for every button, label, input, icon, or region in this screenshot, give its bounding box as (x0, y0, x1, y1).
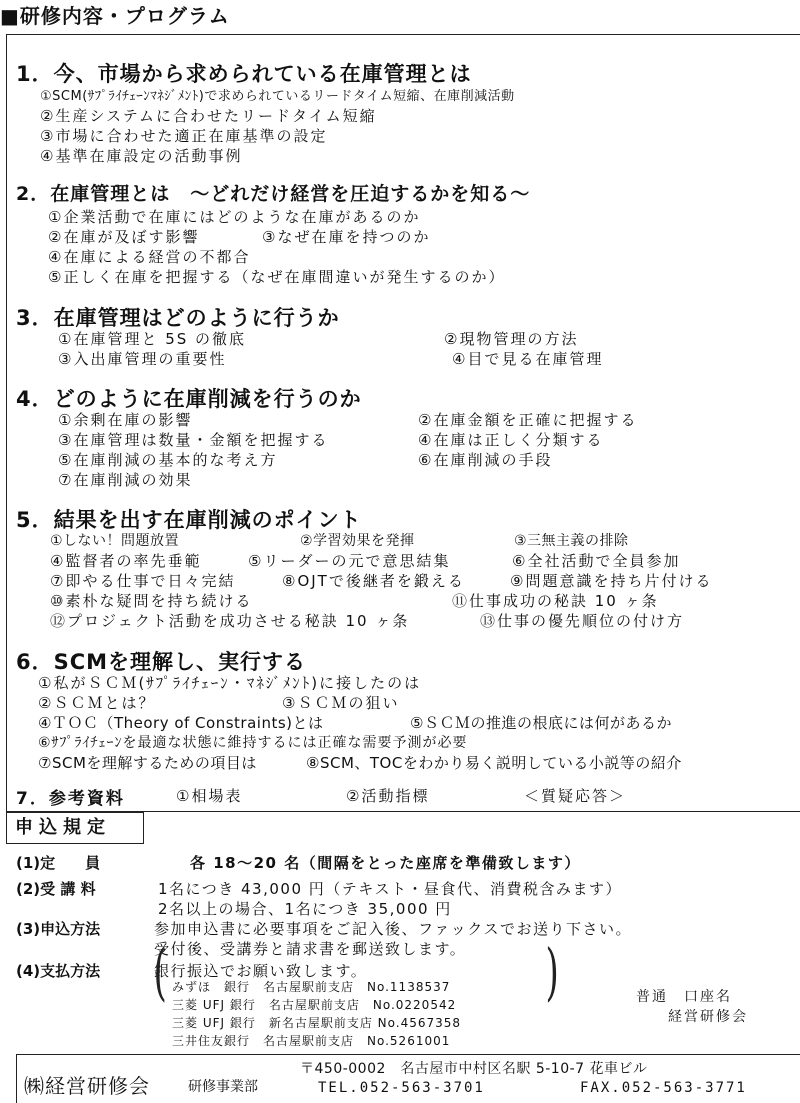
section-3-item-1: ①在庫管理と 5S の徹底 (58, 330, 247, 348)
bank-line-4: 三井住友銀行 名古屋駅前支店 No.5261001 (172, 1034, 451, 1048)
section-6-item-1: ①私がＳＣＭ(ｻﾌﾟﾗｲﾁｪｰﾝ・ﾏﾈｼﾞﾒﾝﾄ)に接したのは (38, 674, 422, 692)
terms-value-payment: 銀行振込でお願い致します。 (154, 962, 368, 980)
section-4-item-5: ⑤在庫削減の基本的な考え方 (58, 451, 278, 469)
section-5-item-12: ⑫プロジェクト活動を成功させる秘訣 10 ヶ条 (50, 612, 410, 630)
section-3-item-3: ③入出庫管理の重要性 (58, 350, 227, 368)
section-6-item-3: ③ＳＣＭの狙い (282, 694, 400, 712)
footer-fax: FAX.052-563-3771 (580, 1080, 747, 1096)
account-type: 普通 口座名 (636, 989, 732, 1005)
terms-label-fee: (2)受 講 料 (16, 880, 96, 898)
section-4-title: 4．どのように在庫削減を行うのか (16, 387, 362, 411)
section-7-title: 7．参考資料 (16, 789, 125, 809)
section-6-item-7: ⑦SCMを理解するための項目は (38, 754, 257, 772)
section-1-item-3: ③市場に合わせた適正在庫基準の設定 (40, 127, 328, 145)
terms-value-method-1: 参加申込書に必要事項をご記入後、ファックスでお送り下さい。 (154, 920, 633, 938)
section-5-item-10: ⑩素朴な疑問を持ち続ける (50, 592, 253, 610)
section-7-item-3: ＜質疑応答＞ (524, 787, 627, 805)
section-5-item-3: ③三無主義の排除 (514, 533, 629, 549)
section-1-title: 1．今、市場から求められている在庫管理とは (16, 62, 472, 86)
section-5-item-6: ⑥全社活動で全員参加 (512, 552, 681, 570)
bank-line-3: 三菱 UFJ 銀行 新名古屋駅前支店 No.4567358 (172, 1016, 462, 1030)
section-2-item-2: ②在庫が及ぼす影響 (48, 228, 200, 246)
terms-title: 申込規定 (6, 812, 144, 844)
section-2-item-5: ⑤正しく在庫を把握する（なぜ在庫間違いが発生するのか） (48, 268, 506, 286)
page-heading: ■研修内容・プログラム (0, 4, 230, 28)
section-5-item-5: ⑤リーダーの元で意思結集 (248, 552, 451, 570)
section-4-item-7: ⑦在庫削減の効果 (58, 471, 193, 489)
section-3-item-4: ④目で見る在庫管理 (452, 350, 604, 368)
section-6-item-2: ②ＳＣＭとは？ (38, 694, 156, 712)
account-name: 経営研修会 (668, 1009, 748, 1025)
terms-label-capacity: (1)定 員 (16, 854, 101, 872)
section-4-item-2: ②在庫金額を正確に把握する (418, 411, 638, 429)
section-4-item-4: ④在庫は正しく分類する (418, 431, 604, 449)
terms-value-fee-1: 1名につき 43,000 円（テキスト・昼食代、消費税含みます） (158, 880, 622, 898)
section-7-item-2: ②活動指標 (346, 787, 430, 805)
section-1-item-2: ②生産システムに合わせたリードタイム短縮 (40, 107, 377, 125)
section-6-item-5: ⑤ＳＣＭの推進の根底には何があるか (410, 714, 672, 732)
bank-line-1: みずほ 銀行 名古屋駅前支店 No.1138537 (172, 980, 451, 994)
section-2-title: 2．在庫管理とは ～どれだけ経営を圧迫するかを知る～ (16, 183, 531, 205)
section-6-title: 6．SCMを理解し、実行する (16, 650, 307, 674)
section-5-item-13: ⑬仕事の優先順位の付け方 (480, 612, 685, 630)
section-5-item-1: ①しない！問題放置 (50, 533, 180, 549)
section-5-item-9: ⑨問題意識を持ち片付ける (510, 572, 713, 590)
bank-list-right-paren: ) (545, 935, 559, 1008)
terms-value-method-2: 受付後、受講券と請求書を郵送致します。 (154, 940, 467, 958)
section-2-item-3: ③なぜ在庫を持つのか (262, 228, 431, 246)
bank-line-2: 三菱 UFJ 銀行 名古屋駅前支店 No.0220542 (172, 998, 457, 1012)
section-6-item-4: ④ＴＯＣ（Theory of Constraints)とは (38, 714, 324, 732)
section-6-item-8: ⑧SCM、TOCをわかり易く説明している小説等の紹介 (306, 754, 682, 772)
section-1-item-1: ①SCM(ｻﾌﾟﾗｲﾁｪｰﾝﾏﾈｼﾞﾒﾝﾄ)で求められているリードタイム短縮、在庫削減活動 (40, 89, 515, 104)
section-5-title: 5．結果を出す在庫削減のポイント (16, 508, 362, 532)
section-1-item-4: ④基準在庫設定の活動事例 (40, 147, 243, 165)
section-4-item-6: ⑥在庫削減の手段 (418, 451, 553, 469)
section-2-item-4: ④在庫による経営の不都合 (48, 248, 251, 266)
section-2-item-1: ①企業活動で在庫にはどのような在庫があるのか (48, 208, 421, 226)
section-5-item-2: ②学習効果を発揮 (300, 533, 415, 549)
section-3-title: 3．在庫管理はどのように行うか (16, 306, 340, 330)
section-7-item-1: ①相場表 (176, 787, 243, 805)
footer-org: ㈱経営研修会 (24, 1074, 150, 1098)
footer-dept: 研修事業部 (188, 1079, 258, 1095)
terms-label-method: (3)申込方法 (16, 920, 101, 938)
section-3-item-2: ②現物管理の方法 (444, 330, 579, 348)
section-5-item-11: ⑪仕事成功の秘訣 10 ヶ条 (452, 592, 659, 610)
section-6-item-6: ⑥ｻﾌﾟﾗｲﾁｪｰﾝを最適な状態に維持するには正確な需要予測が必要 (38, 735, 468, 751)
section-4-item-3: ③在庫管理は数量・金額を把握する (58, 431, 329, 449)
section-5-item-4: ④監督者の率先垂範 (50, 552, 202, 570)
section-4-item-1: ①余剰在庫の影響 (58, 411, 193, 429)
section-5-item-8: ⑧OJTで後継者を鍛える (282, 572, 465, 590)
footer-tel: TEL.052-563-3701 (318, 1080, 485, 1096)
terms-label-payment: (4)支払方法 (16, 962, 101, 980)
footer-address: 〒450-0002 名古屋市中村区名駅 5-10-7 花車ビル (300, 1061, 648, 1077)
terms-value-capacity: 各 18～20 名（間隔をとった座席を準備致します） (190, 854, 581, 872)
bank-list-left-paren: ( (153, 935, 167, 1008)
section-5-item-7: ⑦即やる仕事で日々完結 (50, 572, 236, 590)
terms-value-fee-2: 2名以上の場合、1名につき 35,000 円 (158, 900, 452, 918)
